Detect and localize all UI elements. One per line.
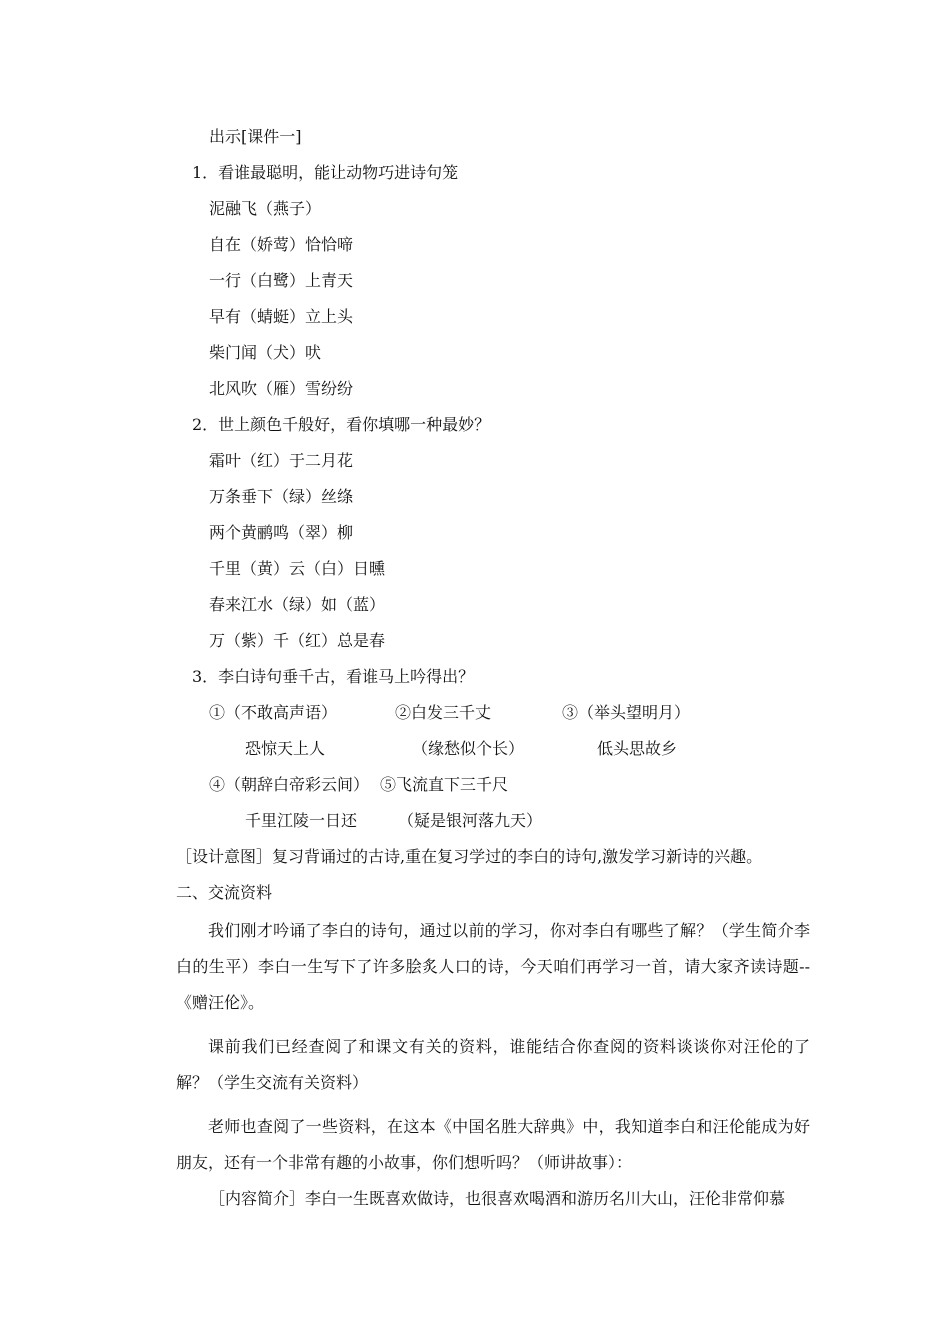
poem-line: ④（朝辞白帝彩云间） <box>209 775 370 794</box>
courseware-line: 出示[课件一] <box>209 127 302 146</box>
content-summary: ［内容简介］李白一生既喜欢做诗，也很喜欢喝酒和游历名川大山，汪伦非常仰慕 <box>209 1189 786 1208</box>
poem-line: 千里江陵一日还 <box>245 811 358 830</box>
paragraph: 老师也查阅了一些资料，在这本《中国名胜大辞典》中，我知道李白和汪伦能成为好朋友，还有一个非常有趣的小故事，你们想听吗？（师讲故事）： <box>176 1117 810 1172</box>
section-2-item: 霜叶（红）于二月花 <box>209 451 354 470</box>
poem-line: ②白发三千丈 <box>395 703 492 722</box>
paragraph: 课前我们已经查阅了和课文有关的资料，谁能结合你查阅的资料谈谈你对汪伦的了解？（学生交流有关资料） <box>176 1037 810 1092</box>
section-1-item: 早有（蜻蜓）立上头 <box>209 307 354 326</box>
poem-line: 低头思故乡 <box>597 739 678 758</box>
section-2-item: 千里（黄）云（白）日曛 <box>209 559 386 578</box>
section-1-item: 柴门闻（犬）吠 <box>209 343 322 362</box>
section-3-heading: 3．李白诗句垂千古，看谁马上吟得出？ <box>192 667 475 686</box>
section-1-item: 自在（娇莺）恰恰啼 <box>209 235 354 254</box>
section-2-item: 春来江水（绿）如（蓝） <box>209 595 386 614</box>
section-2-item: 万（紫）千（红）总是春 <box>209 631 386 650</box>
poem-line: ③（举头望明月） <box>562 703 691 722</box>
part-2-heading: 二、交流资料 <box>176 883 273 902</box>
poem-line: 恐惊天上人 <box>245 739 326 758</box>
design-intent: ［设计意图］复习背诵过的古诗,重在复习学过的李白的诗句,激发学习新诗的兴趣。 <box>176 847 763 866</box>
poem-line: ①（不敢高声语） <box>209 703 338 722</box>
section-2-heading: 2．世上颜色千般好，看你填哪一种最妙？ <box>192 415 491 434</box>
poem-line: （疑是银河落九天） <box>398 811 543 830</box>
section-1-item: 泥融飞（燕子） <box>209 199 322 218</box>
section-2-item: 两个黄鹂鸣（翠）柳 <box>209 523 354 542</box>
paragraph: 我们刚才吟诵了李白的诗句，通过以前的学习，你对李白有哪些了解？（学生简介李白的生平）李白一生写下了许多脍炙人口的诗，今天咱们再学习一首，请大家齐读诗题--《赠汪伦》。 <box>176 921 810 1012</box>
section-1-item: 北风吹（雁）雪纷纷 <box>209 379 354 398</box>
poem-line: （缘愁似个长） <box>412 739 525 758</box>
poem-line: ⑤飞流直下三千尺 <box>380 775 509 794</box>
section-1-heading: 1．看谁最聪明，能让动物巧进诗句笼 <box>192 163 459 182</box>
section-2-item: 万条垂下（绿）丝绦 <box>209 487 354 506</box>
section-1-item: 一行（白鹭）上青天 <box>209 271 354 290</box>
